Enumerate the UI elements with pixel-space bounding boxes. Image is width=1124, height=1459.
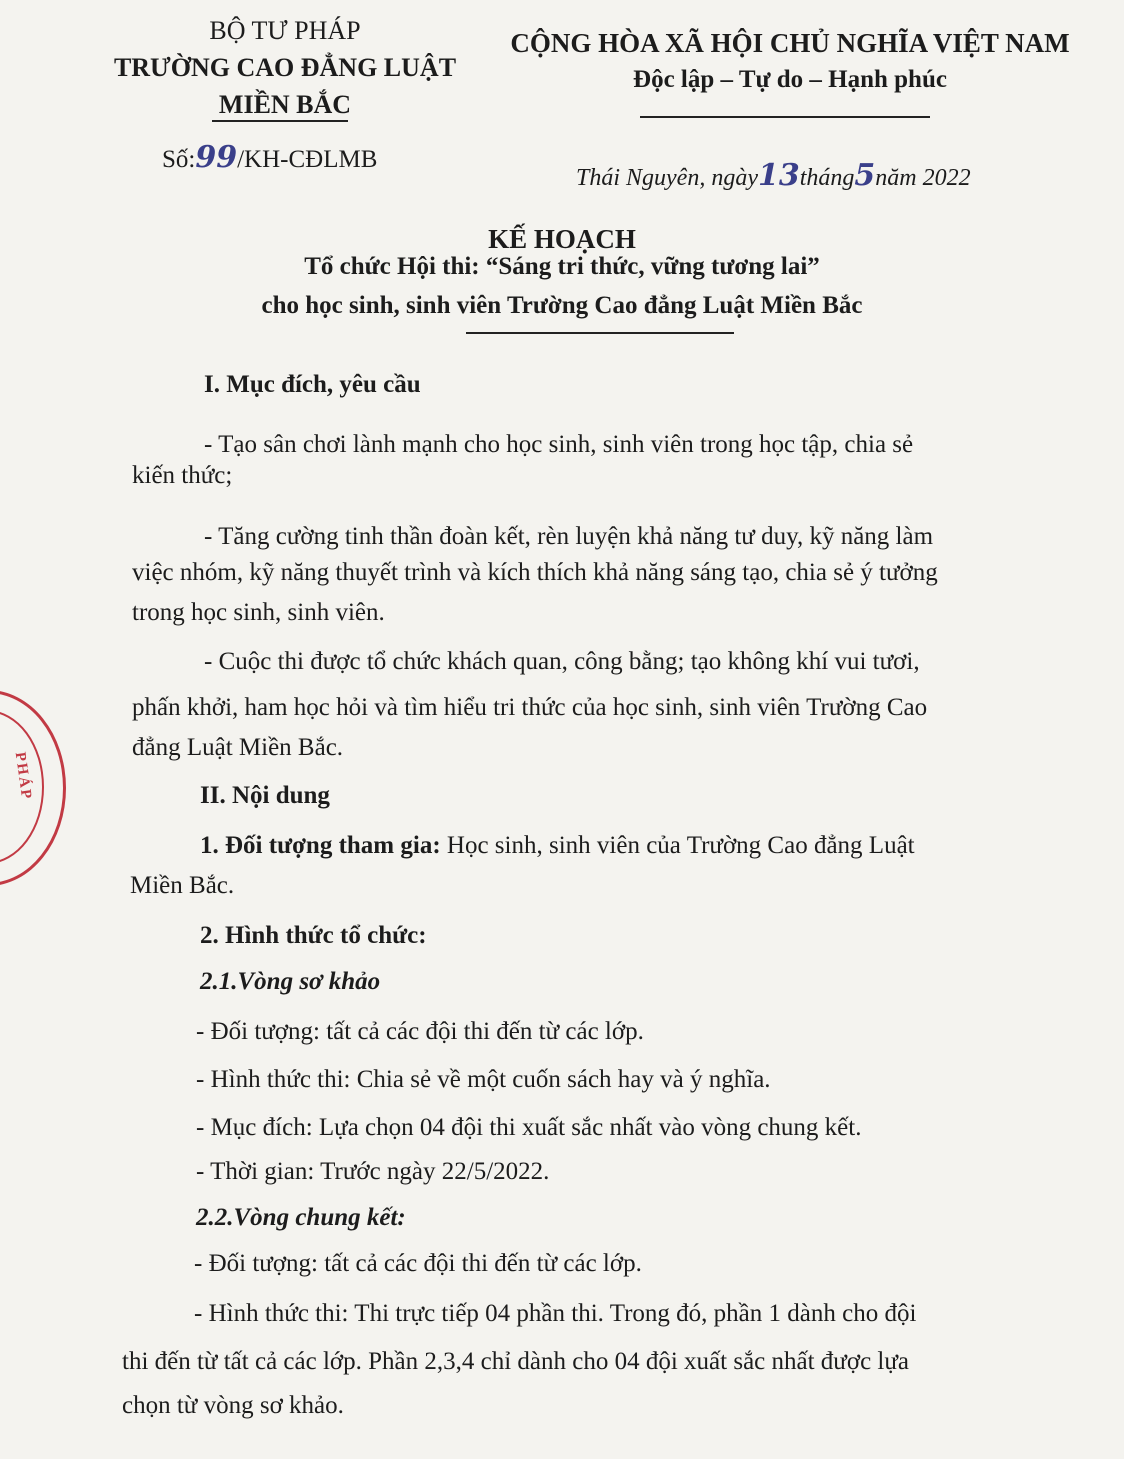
section1-p1-line1: - Tạo sân chơi lành mạnh cho học sinh, sinh viên trong học tập, chia sẻ [204, 431, 914, 458]
ministry-name: BỘ TƯ PHÁP [209, 16, 361, 45]
date-month-label: tháng [799, 165, 855, 191]
round2-heading: 2.2.Vòng chung kết: [196, 1204, 406, 1231]
date-month: 5 [854, 158, 876, 193]
number-handwritten: 99 [195, 140, 238, 175]
section2-item2: 2. Hình thức tổ chức: [200, 922, 427, 949]
round1-line4: - Thời gian: Trước ngày 22/5/2022. [196, 1158, 550, 1185]
doc-subtitle-line1: Tổ chức Hội thi: “Sáng tri thức, vững tương lai” [304, 253, 820, 280]
issuer-block [70, 12, 500, 123]
doc-subtitle-line2: cho học sinh, sinh viên Trường Cao đẳng Luật Miền Bắc [261, 292, 863, 319]
number-prefix: Số: [162, 146, 196, 173]
title-underline [466, 332, 734, 334]
section1-p3-line1: - Cuộc thi được tổ chức khách quan, công bằng; tạo không khí vui tươi, [204, 648, 920, 675]
round2-line3: thi đến từ tất cả các lớp. Phần 2,3,4 chỉ dành cho 04 đội xuất sắc nhất được lựa [122, 1348, 910, 1375]
section1-p3-line3: đẳng Luật Miền Bắc. [132, 734, 344, 761]
school-name-line1: TRƯỜNG CAO ĐẲNG LUẬT [113, 53, 457, 82]
issuer-underline [212, 120, 348, 122]
date-day: 13 [757, 158, 800, 193]
section1-p2-line2: việc nhóm, kỹ năng thuyết trình và kích thích khả năng sáng tạo, chia sẻ ý tưởng [132, 559, 938, 586]
section2-item1 [200, 826, 915, 866]
seal-text: PHÁP [11, 751, 35, 802]
school-name-line2: MIỀN BẮC [218, 90, 352, 119]
round1-line3: - Mục đích: Lựa chọn 04 đội thi xuất sắc nhất vào vòng chung kết. [196, 1114, 862, 1141]
round2-line1: - Đối tượng: tất cả các đội thi đến từ các lớp. [194, 1250, 642, 1277]
round1-line2: - Hình thức thi: Chia sẻ về một cuốn sách hay và ý nghĩa. [196, 1066, 771, 1093]
round1-line1: - Đối tượng: tất cả các đội thi đến từ các lớp. [196, 1018, 644, 1045]
document-number [162, 140, 377, 175]
doc-title: KẾ HOẠCH [488, 224, 636, 254]
motto-underline [640, 116, 930, 118]
round2-line4: chọn từ vòng sơ khảo. [122, 1392, 344, 1419]
document-date [576, 158, 971, 193]
round1-heading: 2.1.Vòng sơ khảo [200, 968, 381, 995]
national-header [490, 24, 1090, 98]
section1-heading: I. Mục đích, yêu cầu [204, 371, 421, 398]
country-name: CỘNG HÒA XÃ HỘI CHỦ NGHĨA VIỆT NAM [510, 28, 1070, 58]
item1-text: Học sinh, sinh viên của Trường Cao đẳng Luật [440, 832, 915, 859]
round2-line2: - Hình thức thi: Thi trực tiếp 04 phần thi. Trong đó, phần 1 dành cho đội [194, 1300, 917, 1327]
national-motto: Độc lập – Tự do – Hạnh phúc [633, 66, 947, 93]
section1-p2-line3: trong học sinh, sinh viên. [132, 599, 385, 626]
section1-p3-line2: phấn khởi, ham học hỏi và tìm hiểu tri thức của học sinh, sinh viên Trường Cao [132, 694, 928, 721]
section2-heading: II. Nội dung [200, 782, 330, 809]
item1-label: 1. Đối tượng tham gia: [200, 832, 441, 859]
number-suffix: /KH-CĐLMB [237, 146, 378, 173]
date-place: Thái Nguyên, ngày [576, 165, 758, 191]
date-year: năm 2022 [875, 165, 971, 191]
section2-item1-cont: Miền Bắc. [130, 872, 235, 899]
section1-p1-line2: kiến thức; [132, 462, 233, 489]
section1-p2-line1: - Tăng cường tinh thần đoàn kết, rèn luyện khả năng tư duy, kỹ năng làm [204, 523, 934, 550]
